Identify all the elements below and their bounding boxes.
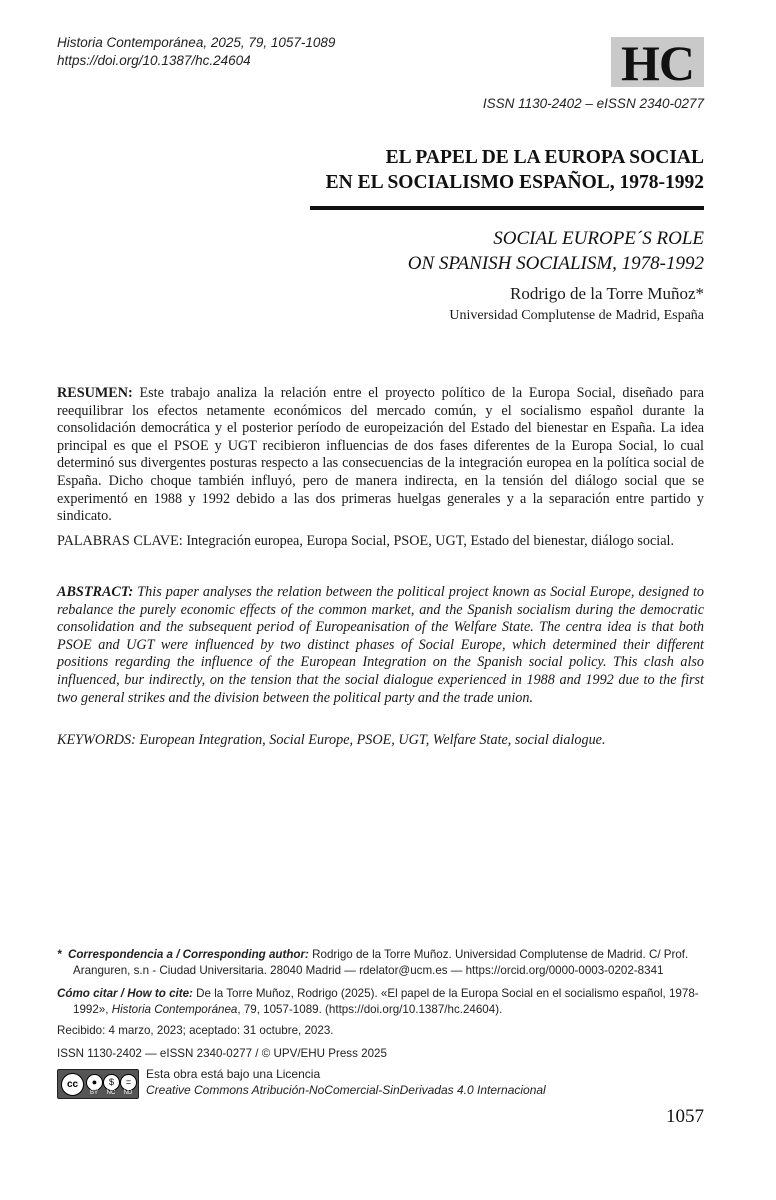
by-icon: ● [86, 1074, 103, 1091]
correspondence-text-2: Aranguren, s.n - Ciudad Universitaria. 28040 Madrid — rdelator@ucm.es — https://orcid.org/0000-0003-0202-8341 [73, 963, 664, 977]
journal-header [57, 34, 335, 70]
resumen-label: RESUMEN: [57, 385, 133, 401]
license-text [146, 1066, 546, 1098]
footnote-star: * [57, 948, 62, 961]
palabras-clave-text: Integración europea, Europa Social, PSOE, UGT, Estado del bienestar, diálogo social. [186, 533, 675, 549]
citation-journal: Historia Contemporánea [111, 1002, 238, 1016]
doi-link[interactable]: https://doi.org/10.1387/hc.24604 [57, 53, 251, 68]
abstract-text: This paper analyses the relation between the political project known as Social Europe, designed to rebalance the purely economic effects of the common market, and the Spanish socialism during the democratic consolidation and the subsequent period of Europeanisation of the Welfare State. The centra idea is that both PSOE and UGT were influenced by two distinct phases of Social Europe, which determined their different positions regarding the influence of the European Integration on the Spanish social policy. This clash also influenced, bur indirectly, on the tension that the social dialogue experienced in 1988 and 1992 due to the first two general strikes and the division between the political party and the trade union. [57, 584, 705, 706]
license-line-2[interactable]: Creative Commons Atribución-NoComercial-SinDerivadas 4.0 Internacional [146, 1083, 546, 1097]
title-line-1: EL PAPEL DE LA EUROPA SOCIAL [385, 147, 704, 168]
correspondence-footnote [57, 947, 707, 978]
nd-icon: = [120, 1074, 137, 1091]
citation-text-1: De la Torre Muñoz, Rodrigo (2025). «El papel de la Europa Social en el socialismo español, 1978- [196, 987, 699, 1000]
page-number: 1057 [666, 1106, 704, 1127]
citation-text-2b: , 79, 1057-1089. (https://doi.org/10.1387/hc.24604). [237, 1002, 503, 1016]
journal-logo: HC [611, 37, 704, 87]
palabras-clave-paragraph [57, 533, 704, 551]
resumen-text: Este trabajo analiza la relación entre el proyecto político de la Europa Social, diseñado para reequilibrar los efectos netamente económicos del mercado común, y el socialismo español durante la consolidación democrática y el posterior período de europeización del Estado del bienestar en España. La idea principal es que el PSOE y UGT recibieron influencias de dos fases diferentes de la Europa Social, lo cual determinó sus divergentes posturas respecto a las consecuencias de la integración europea en la política social de España. Dicho choque también influyó, pero de manera indirecta, en la tensión del diálogo social que se experimentó en 1988 y 1992 debido a las dos primeras huelgas generales y a la separación entre partido y sindicato. [57, 385, 705, 525]
nd-label: ND [123, 1090, 133, 1096]
article-title [184, 145, 704, 195]
abstract-label: ABSTRACT: [57, 584, 134, 600]
keywords-text: European Integration, Social Europe, PSOE, UGT, Welfare State, social dialogue. [139, 732, 606, 748]
nc-label: NC [106, 1090, 116, 1096]
issn-header: ISSN 1130-2402 – eISSN 2340-0277 [482, 96, 704, 111]
journal-citation-line: Historia Contemporánea, 2025, 79, 1057-1089 [57, 35, 336, 50]
keywords-paragraph [57, 732, 704, 750]
by-label: BY [89, 1090, 98, 1096]
keywords-label: KEYWORDS: [57, 732, 136, 748]
resumen-paragraph [57, 385, 704, 526]
correspondence-label: Correspondencia a / Corresponding author: [67, 948, 309, 961]
received-accepted-dates: Recibido: 4 marzo, 2023; aceptado: 31 octubre, 2023. [57, 1024, 334, 1037]
creative-commons-badge[interactable] [57, 1069, 139, 1099]
title-en-line-2: ON SPANISH SOCIALISM, 1978-1992 [407, 253, 704, 274]
abstract-paragraph [57, 584, 704, 707]
nc-icon: $ [103, 1074, 120, 1091]
article-title-english [184, 226, 704, 276]
palabras-clave-label: PALABRAS CLAVE: [57, 533, 183, 549]
cc-icon: cc [61, 1073, 84, 1096]
license-line-1: Esta obra está bajo una Licencia [146, 1067, 321, 1081]
title-line-2: EN EL SOCIALISMO ESPAÑOL, 1978-1992 [325, 172, 704, 193]
citation-text-2a: 1992», [73, 1002, 109, 1016]
author-affiliation: Universidad Complutense de Madrid, España [449, 308, 704, 323]
title-divider [310, 206, 704, 210]
citation-footnote [57, 986, 707, 1017]
issn-copyright-line: ISSN 1130-2402 — eISSN 2340-0277 / © UPV/EHU Press 2025 [57, 1047, 387, 1060]
author-name: Rodrigo de la Torre Muñoz* [510, 284, 704, 303]
correspondence-text-1: Rodrigo de la Torre Muñoz. Universidad Complutense de Madrid. C/ Prof. [312, 948, 689, 961]
title-en-line-1: SOCIAL EUROPE´S ROLE [493, 228, 704, 249]
how-to-cite-label: Cómo citar / How to cite: [57, 987, 193, 1000]
